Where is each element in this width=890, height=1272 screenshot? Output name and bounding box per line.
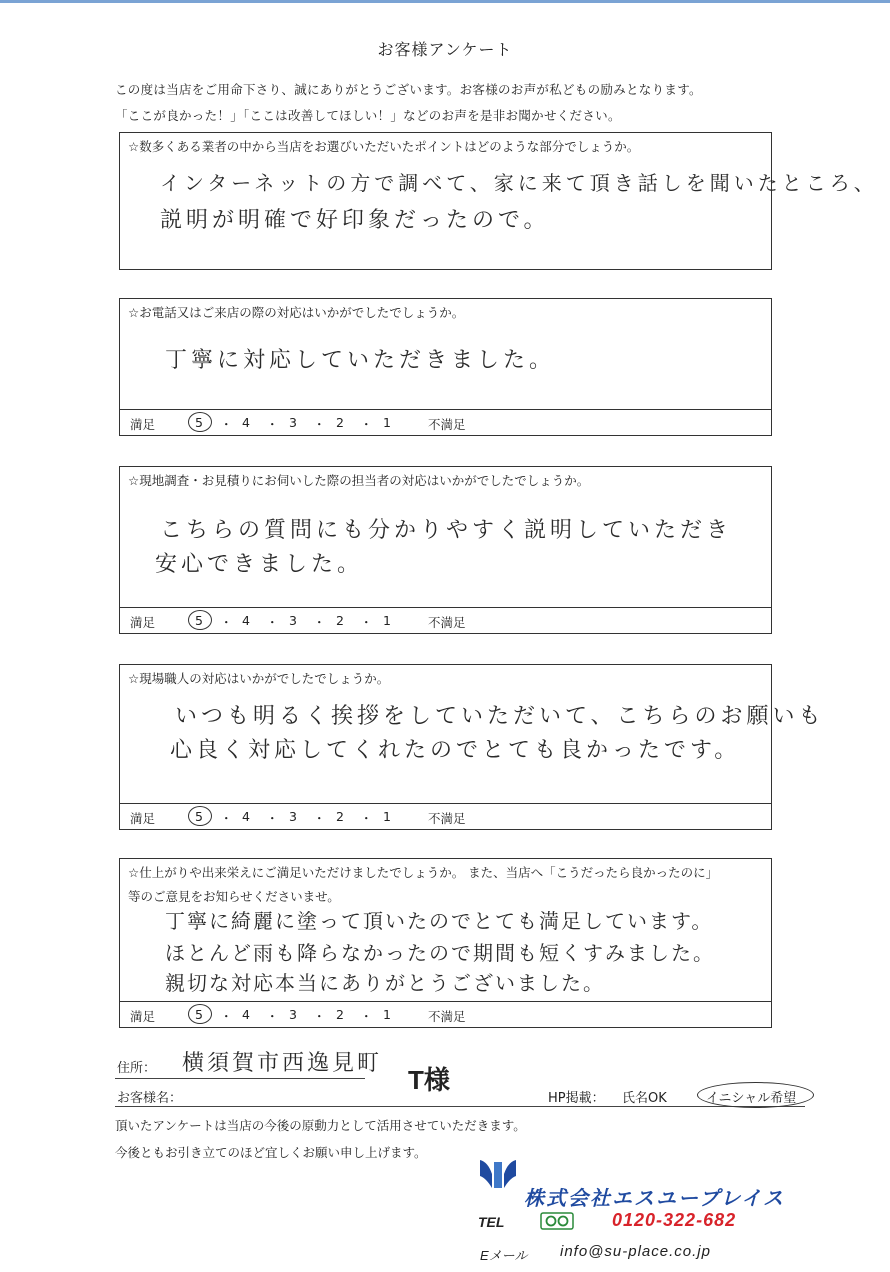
question-text: ☆お電話又はご来店の際の対応はいかがでしたでしょうか。 xyxy=(128,305,465,320)
rating-1: 1 xyxy=(383,1007,391,1022)
question-text: ☆現場職人の対応はいかがでしたでしょうか。 xyxy=(128,671,390,686)
rating-1: 1 xyxy=(383,809,391,824)
rating-unsatisfied-label: 不満足 xyxy=(428,417,466,432)
rating-scale xyxy=(120,803,771,829)
address-underline xyxy=(115,1078,365,1079)
email-label: Eメール xyxy=(480,1248,528,1263)
question-text: ☆仕上がりや出来栄えにご満足いただけましたでしょうか。 また、当店へ「こうだったら良かったのに」 xyxy=(128,865,719,880)
question-box-4 xyxy=(119,664,825,830)
rating-sep: ・ xyxy=(266,811,279,826)
rating-3: 3 xyxy=(289,1007,297,1022)
handwritten-answer-line: いつも明るく挨拶をしていただいて、こちらのお願いも xyxy=(175,704,825,729)
rating-5: 5 xyxy=(195,809,203,824)
address-label: 住所： xyxy=(117,1061,157,1076)
rating-sep: ・ xyxy=(266,417,279,432)
question-box-5 xyxy=(119,858,772,1028)
rating-1: 1 xyxy=(383,613,391,628)
rating-unsatisfied-label: 不満足 xyxy=(428,1009,466,1024)
rating-1: 1 xyxy=(383,415,391,430)
rating-sep: ・ xyxy=(360,811,373,826)
tel-number[interactable]: 0120-322-682 xyxy=(612,1210,737,1230)
rating-scale xyxy=(120,1001,771,1027)
question-text: ☆現地調査・お見積りにお伺いした際の担当者の対応はいかがでしたでしょうか。 xyxy=(128,473,590,488)
rating-4: 4 xyxy=(242,613,250,628)
question-box-2 xyxy=(119,298,772,436)
rating-satisfied-label: 満足 xyxy=(130,417,156,432)
rating-sep: ・ xyxy=(313,1009,326,1024)
rating-3: 3 xyxy=(289,613,297,628)
rating-5: 5 xyxy=(195,1007,203,1022)
question-box-1 xyxy=(119,132,878,270)
rating-satisfied-label: 満足 xyxy=(130,1009,156,1024)
hp-label: HP掲載： xyxy=(548,1091,605,1106)
rating-sep: ・ xyxy=(220,417,233,432)
customer-underline xyxy=(115,1106,805,1107)
hp-option-name-ok: 氏名OK xyxy=(622,1091,667,1106)
question-text: ☆数多くある業者の中から当店をお選びいただいたポイントはどのような部分でしょうか。 xyxy=(128,139,640,154)
handwritten-answer-line: 丁寧に綺麗に塗って頂いたのでとても満足しています。 xyxy=(165,909,714,933)
handwritten-address: 横須賀市西逸見町 xyxy=(182,1051,383,1076)
rating-satisfied-label: 満足 xyxy=(130,615,156,630)
rating-satisfied-label: 満足 xyxy=(130,811,156,826)
rating-sep: ・ xyxy=(313,417,326,432)
rating-sep: ・ xyxy=(220,811,233,826)
rating-sep: ・ xyxy=(360,615,373,630)
footer-line-2: 今後ともお引き立てのほど宜しくお願い申し上げます。 xyxy=(115,1145,427,1160)
footer-line-1: 頂いたアンケートは当店の今後の原動力として活用させていただきます。 xyxy=(115,1118,526,1133)
rating-sep: ・ xyxy=(220,1009,233,1024)
handwritten-answer-line: 丁寧に対応していただきました。 xyxy=(165,348,556,373)
page-title: お客様アンケート xyxy=(377,40,513,59)
rating-sep: ・ xyxy=(220,615,233,630)
rating-scale xyxy=(120,409,771,435)
rating-2: 2 xyxy=(336,809,344,824)
company-name: 株式会社エスユープレイス xyxy=(524,1186,785,1210)
rating-sep: ・ xyxy=(313,811,326,826)
rating-2: 2 xyxy=(336,613,344,628)
rating-scale xyxy=(120,607,771,633)
rating-sep: ・ xyxy=(360,1009,373,1024)
intro-line-1: この度は当店をご用命下さり、誠にありがとうございます。お客様のお声が私どもの励みとなります。 xyxy=(115,82,702,97)
tel-label: TEL xyxy=(478,1214,505,1230)
customer-name-label: お客様名： xyxy=(117,1091,183,1106)
intro-line-2: 「ここが良かった！」「ここは改善してほしい！」などのお声を是非お聞かせください。 xyxy=(115,108,621,123)
rating-sep: ・ xyxy=(266,615,279,630)
rating-5: 5 xyxy=(195,415,203,430)
rating-4: 4 xyxy=(242,1007,250,1022)
handwritten-answer-line: こちらの質問にも分かりやすく説明していただき xyxy=(160,518,733,543)
rating-unsatisfied-label: 不満足 xyxy=(428,811,466,826)
question-text-continued: 等のご意見をお知らせくださいませ。 xyxy=(128,889,340,904)
rating-sep: ・ xyxy=(266,1009,279,1024)
rating-3: 3 xyxy=(289,415,297,430)
rating-unsatisfied-label: 不満足 xyxy=(428,615,466,630)
handwritten-answer-line: 親切な対応本当にありがとうございました。 xyxy=(165,971,605,995)
rating-3: 3 xyxy=(289,809,297,824)
rating-2: 2 xyxy=(336,415,344,430)
freedial-icon xyxy=(540,1212,574,1230)
handwritten-answer-line: 安心できました。 xyxy=(155,552,364,577)
handwritten-answer-line: 心良く対応してくれたのでとても良かったです。 xyxy=(170,738,741,763)
rating-4: 4 xyxy=(242,809,250,824)
rating-sep: ・ xyxy=(313,615,326,630)
handwritten-answer-line: 説明が明確で好印象だったので。 xyxy=(160,208,550,233)
top-border xyxy=(0,0,890,3)
handwritten-answer-line: インターネットの方で調べて、家に来て頂き話しを聞いたところ、 xyxy=(160,171,878,195)
company-logo-icon xyxy=(478,1158,518,1194)
rating-2: 2 xyxy=(336,1007,344,1022)
rating-sep: ・ xyxy=(360,417,373,432)
question-box-3 xyxy=(119,466,772,634)
rating-4: 4 xyxy=(242,415,250,430)
rating-5: 5 xyxy=(195,613,203,628)
customer-name: T様 xyxy=(408,1065,450,1095)
handwritten-answer-line: ほとんど雨も降らなかったので期間も短くすみました。 xyxy=(165,941,715,965)
email-address[interactable]: info@su-place.co.jp xyxy=(560,1243,711,1260)
hp-option-initial: イニシャル希望 xyxy=(706,1091,797,1106)
